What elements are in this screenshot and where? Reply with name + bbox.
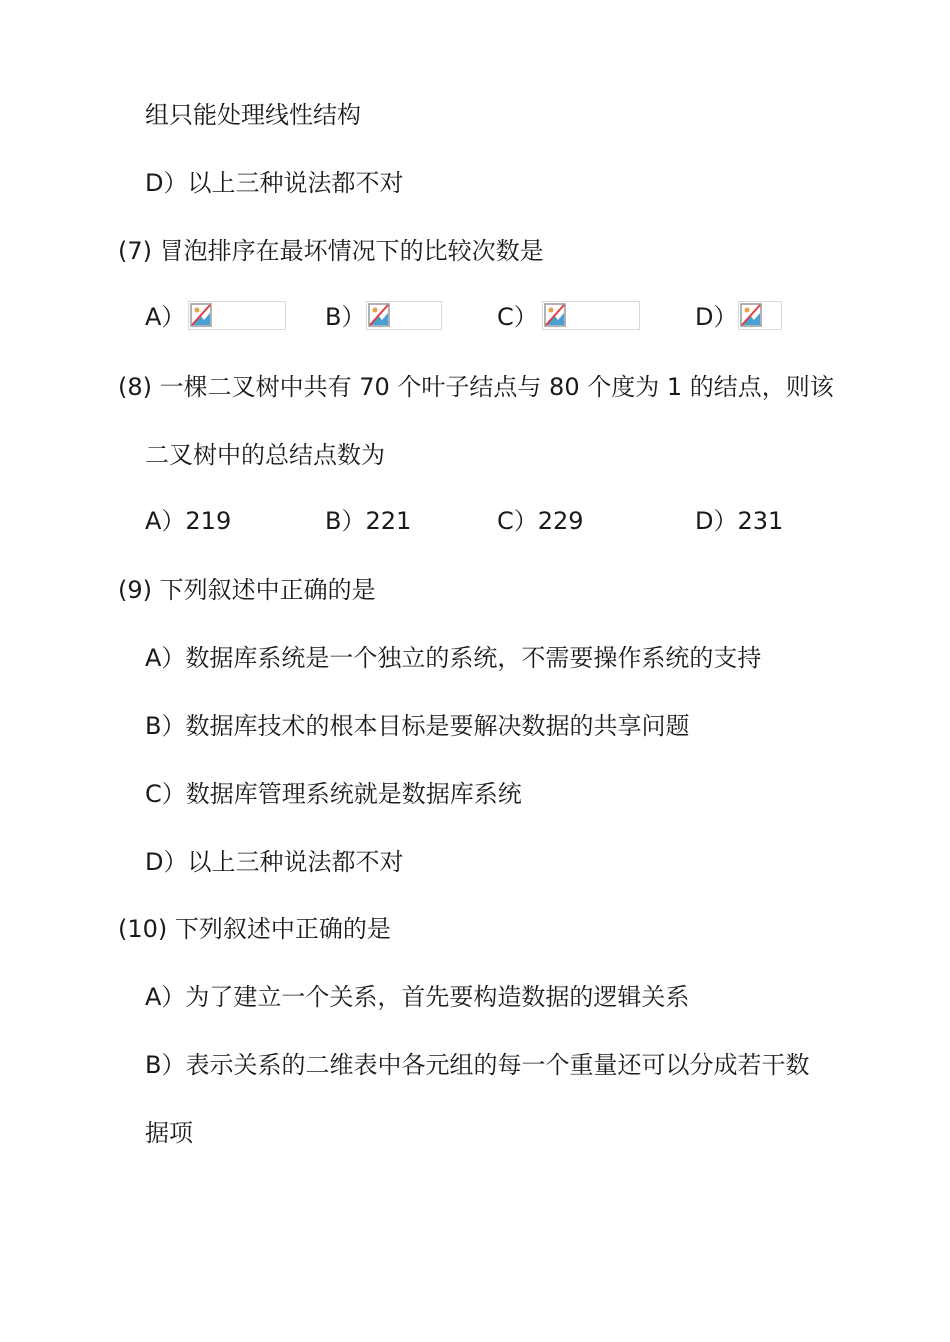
q7-option-a-label: A） <box>145 303 186 331</box>
q10-option-b-line2: 据项 <box>145 1119 193 1147</box>
q7-stem: (7) 冒泡排序在最坏情况下的比较次数是 <box>118 237 544 265</box>
q9-stem: (9) 下列叙述中正确的是 <box>118 576 376 604</box>
q9-option-a: A）数据库系统是一个独立的系统，不需要操作系统的支持 <box>145 644 762 672</box>
broken-image-icon <box>738 301 782 330</box>
q10-option-a: A）为了建立一个关系，首先要构造数据的逻辑关系 <box>145 983 690 1011</box>
q10-option-b-line1: B）表示关系的二维表中各元组的每一个重量还可以分成若干数 <box>145 1051 810 1079</box>
q7-option-b-label: B） <box>325 303 366 331</box>
broken-image-icon <box>366 301 442 330</box>
q8-stem-line1: (8) 一棵二叉树中共有 70 个叶子结点与 80 个度为 1 的结点，则该 <box>118 373 834 401</box>
q7-option-c-label: C） <box>497 303 538 331</box>
q8-option-c: C）229 <box>497 507 584 535</box>
continuation-text-line: 组只能处理线性结构 <box>145 101 361 129</box>
broken-image-icon <box>542 301 640 330</box>
q9-option-b: B）数据库技术的根本目标是要解决数据的共享问题 <box>145 712 690 740</box>
q9-option-d: D）以上三种说法都不对 <box>145 848 404 876</box>
broken-image-icon <box>188 301 286 330</box>
q8-option-d: D）231 <box>695 507 784 535</box>
q8-option-a: A）219 <box>145 507 232 535</box>
q8-option-b: B）221 <box>325 507 412 535</box>
q8-stem-line2: 二叉树中的总结点数为 <box>145 441 385 469</box>
q10-stem: (10) 下列叙述中正确的是 <box>118 915 391 943</box>
continuation-option-d: D）以上三种说法都不对 <box>145 169 404 197</box>
q9-option-c: C）数据库管理系统就是数据库系统 <box>145 780 522 808</box>
q7-option-d-label: D） <box>695 303 738 331</box>
